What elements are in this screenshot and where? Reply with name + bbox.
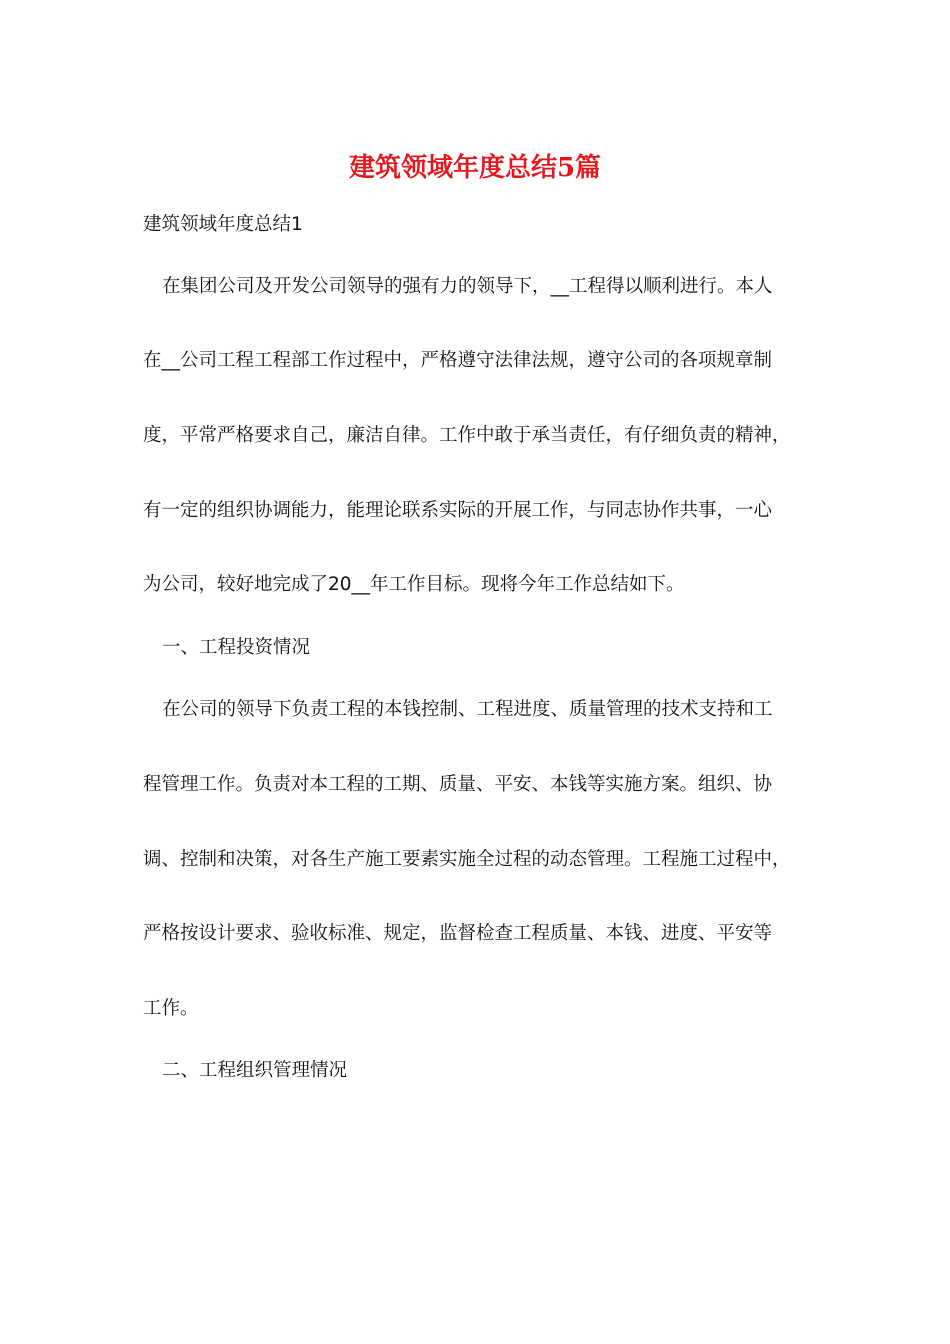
paragraph-line: 为公司，较好地完成了20__年工作目标。现将今年工作总结如下。 bbox=[143, 574, 685, 595]
section-heading: 建筑领域年度总结1 bbox=[143, 214, 303, 235]
document-title: 建筑领域年度总结5篇 bbox=[348, 153, 602, 183]
paragraph-line: 在公司的领导下负责工程的本钱控制、工程进度、质量管理的技术支持和工 bbox=[162, 699, 773, 720]
paragraph-line: 度，平常严格要求自己，廉洁自律。工作中敢于承当责任，有仔细负责的精神， bbox=[143, 425, 791, 446]
subsection-heading: 二、工程组织管理情况 bbox=[162, 1060, 348, 1081]
paragraph-line: 调、控制和决策，对各生产施工要素实施全过程的动态管理。工程施工过程中， bbox=[143, 849, 791, 870]
paragraph-line: 工作。 bbox=[143, 998, 199, 1019]
paragraph-line: 在__公司工程工程部工作过程中，严格遵守法律法规，遵守公司的各项规章制 bbox=[143, 350, 773, 371]
paragraph-line: 程管理工作。负责对本工程的工期、质量、平安、本钱等实施方案。组织、协 bbox=[143, 774, 773, 795]
paragraph-line: 有一定的组织协调能力，能理论联系实际的开展工作，与同志协作共事，一心 bbox=[143, 500, 773, 521]
subsection-heading: 一、工程投资情况 bbox=[162, 637, 311, 658]
paragraph-line: 严格按设计要求、验收标准、规定，监督检查工程质量、本钱、进度、平安等 bbox=[143, 923, 773, 944]
paragraph-line: 在集团公司及开发公司领导的强有力的领导下，__工程得以顺利进行。本人 bbox=[162, 276, 773, 297]
